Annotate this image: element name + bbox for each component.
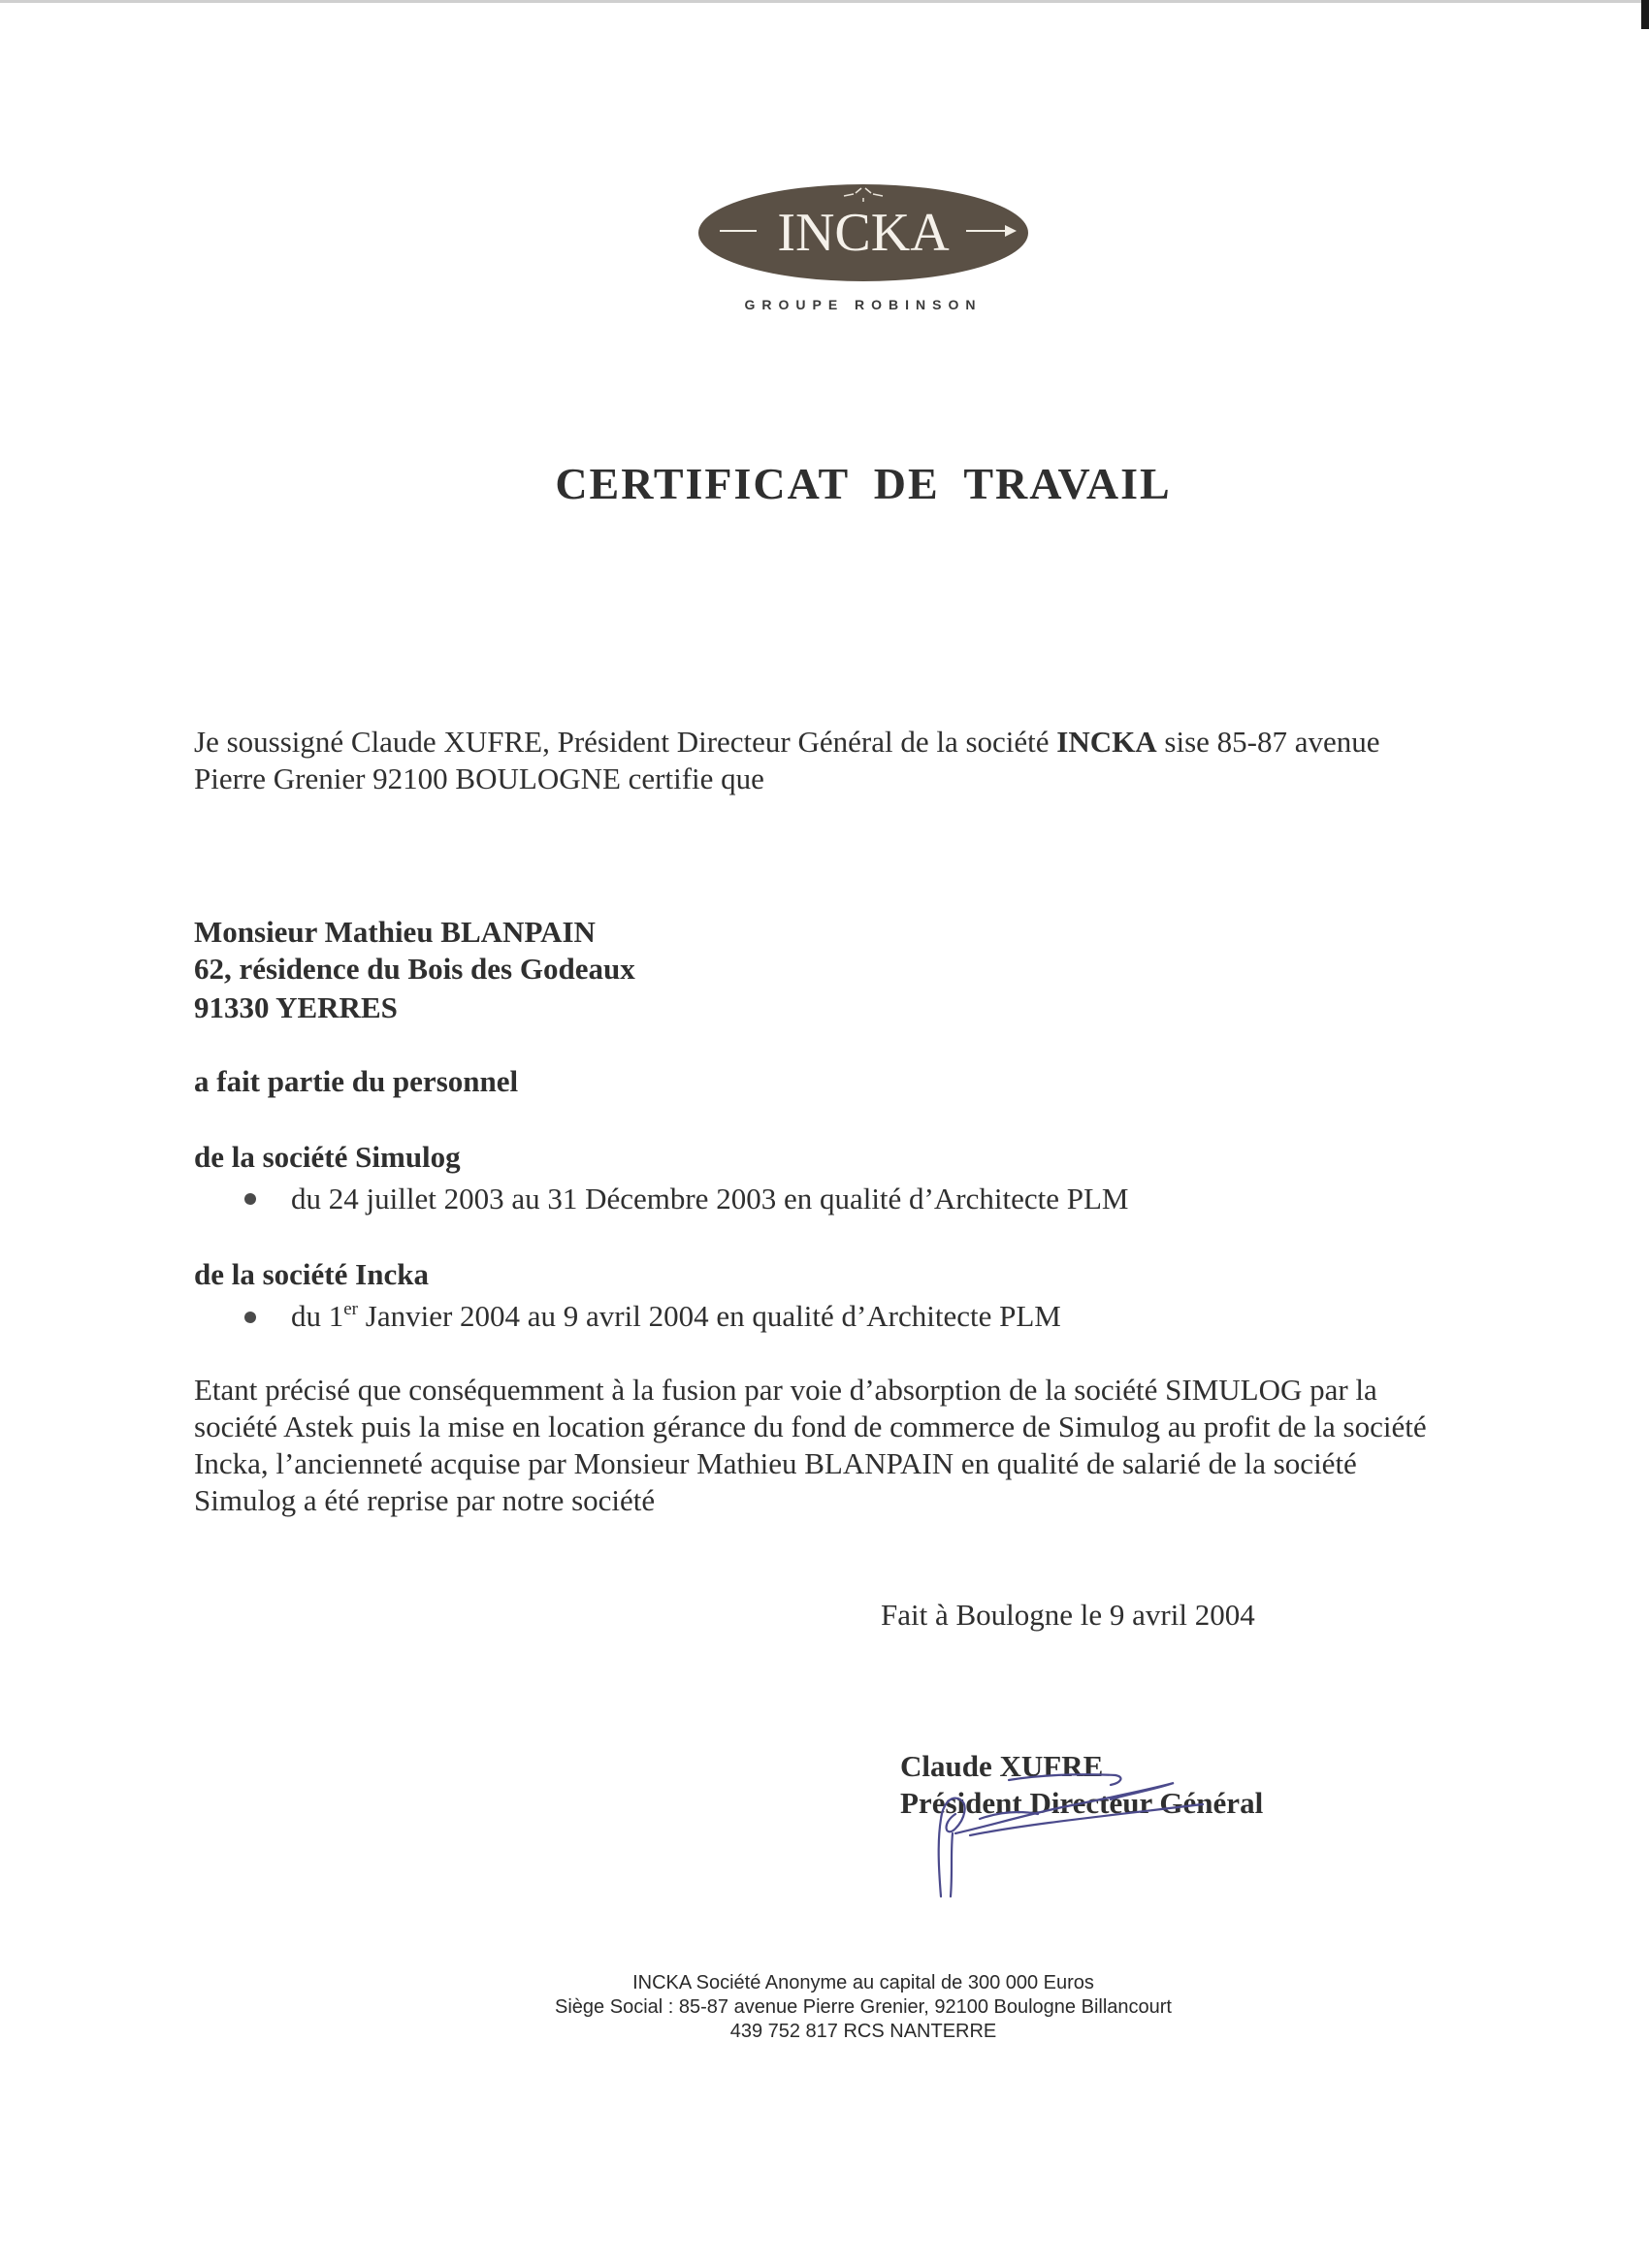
scan-edge-top [0,0,1649,3]
clause-line-3: Incka, l’ancienneté acquise par Monsieur Mathieu BLANPAIN en qualité de salarié de la société [194,1446,1357,1480]
employment-statement: a fait partie du personnel [194,1064,519,1098]
employee-address-line-2: 91330 YERRES [194,990,398,1024]
handwritten-signature [912,1727,1261,1921]
clause-line-1: Etant précisé que conséquemment à la fusion par voie d’absorption de la société SIMULOG par la [194,1373,1377,1407]
signatory-role: Président Directeur Général [900,1786,1264,1820]
employment-period-simulog: du 24 juillet 2003 au 31 Décembre 2003 en qualité d’Architecte PLM [291,1182,1129,1215]
period-incka-superscript: er [343,1299,359,1319]
document-title: CERTIFICAT DE TRAVAIL [555,459,1172,508]
intro-text-1: Je soussigné Claude XUFRE, Président Directeur Général de la société [194,725,1057,759]
logo-wordmark: INCKA [777,203,950,263]
bullet-dot [244,1193,256,1205]
intro-line-1 [194,724,1484,761]
scan-edge-right [1641,0,1649,29]
intro-paragraph [194,724,1484,797]
employment-period-incka [291,1298,1061,1335]
employee-address-line-1: 62, résidence du Bois des Godeaux [194,952,635,986]
intro-line-2: Pierre Grenier 92100 BOULOGNE certifie que [194,761,764,795]
intro-text-2: sise 85-87 avenue [1156,725,1380,759]
signatory-name: Claude XUFRE [900,1749,1104,1783]
period-incka-prefix: du 1 [291,1299,344,1333]
employee-name: Monsieur Mathieu BLANPAIN [194,915,596,949]
employer-incka-label: de la société Incka [194,1257,429,1291]
bullet-dot [244,1312,256,1323]
clause-line-4: Simulog a été reprise par notre société [194,1483,656,1517]
footer-legal-line-3: 439 752 817 RCS NANTERRE [729,2021,997,2042]
period-incka-rest: Janvier 2004 au 9 avril 2004 en qualité d’Architecte PLM [358,1299,1061,1333]
place-and-date: Fait à Boulogne le 9 avril 2004 [881,1598,1255,1632]
intro-company: INCKA [1056,725,1157,759]
employer-simulog-label: de la société Simulog [194,1140,461,1174]
footer-legal-line-2: Siège Social : 85-87 avenue Pierre Grenier, 92100 Boulogne Billancourt [555,1996,1172,2018]
logo-group-name: GROUPE ROBINSON [744,297,983,312]
footer-legal-line-1: INCKA Société Anonyme au capital de 300 000 Euros [632,1972,1094,1993]
clause-line-2: société Astek puis la mise en location gérance du fond de commerce de Simulog au profit de la société [194,1409,1427,1443]
